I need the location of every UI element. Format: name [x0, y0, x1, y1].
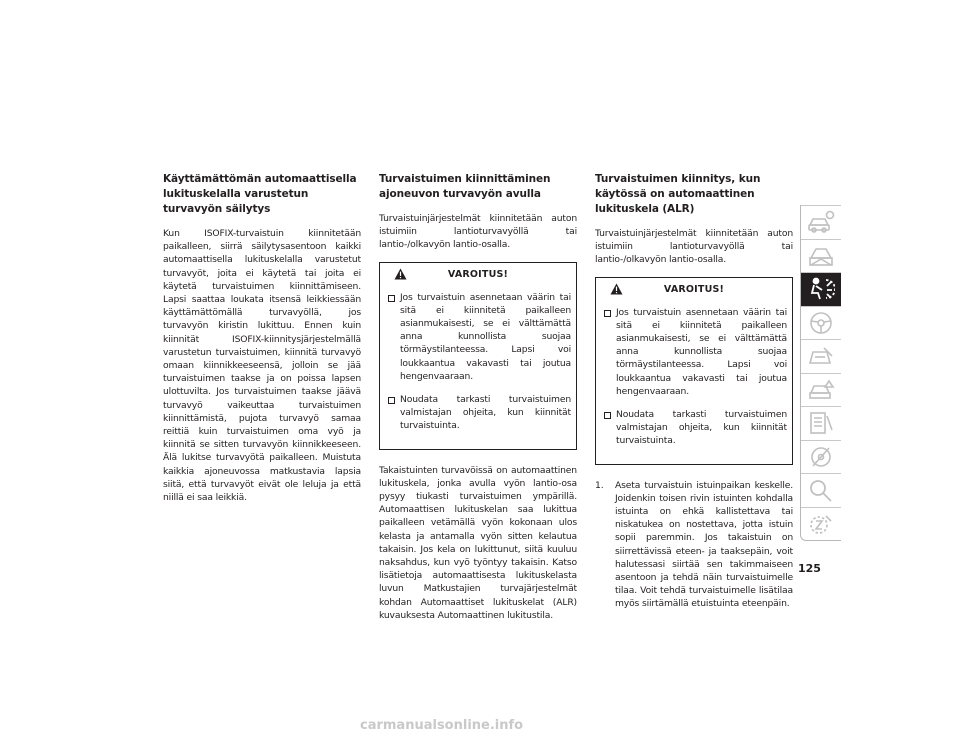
chapter-tabs: [800, 205, 841, 541]
intro-paragraph: Turvaistuinjärjestelmät kiinnitetään auton istuimiin lantioturvavyöllä tai lantio-/olkavyön lantio-osalla.: [379, 213, 577, 251]
section-heading-seatbelt-storage: Käyttämättömän automaattisella lukituskelalla varustetun turvavyön säilytys: [163, 173, 357, 215]
tab-car-info[interactable]: [801, 205, 841, 239]
footer-watermark: carmanualsonline.info: [360, 718, 524, 733]
airbag-safety-icon: [807, 276, 835, 302]
tab-driving[interactable]: [801, 306, 841, 340]
tab-service[interactable]: [801, 406, 841, 440]
tab-emergency[interactable]: [801, 373, 841, 407]
emergency-car-icon: [807, 377, 835, 403]
step-number: 1.: [595, 479, 604, 491]
tab-multimedia[interactable]: [801, 440, 841, 474]
warning-triangle-icon: [610, 283, 623, 295]
warning-box: [595, 277, 793, 465]
warning-item: Jos turvaistuin asennetaan väärin tai sitä ei kiinnitetä paikalleen asianmukaisesti, se ei välttämättä anna kunnollista suojaa törmäystilanteessa. Lapsi voi loukkaantua vakavasti tai joutua hengenvaaraan.: [380, 291, 576, 383]
warning-triangle-icon: [394, 268, 407, 280]
square-bullet-icon: [604, 412, 611, 419]
column-left: [163, 172, 361, 504]
tab-instruments[interactable]: [801, 339, 841, 373]
language-index-icon: [807, 511, 835, 537]
square-bullet-icon: [604, 310, 611, 317]
paragraph-seatbelt-storage: Kun ISOFIX-turvaistuin kiinnitetään paikalleen, siirrä säilytysasentoon kaikki automaattisella lukituskelalla varustetut turvavyöt, joita ei käytetä tai joita ei käytetä turvaistuimen kiinnittämiseen. Lapsi saattaa loukata itsensä leikkiessään käyttämättömällä turvavyöllä, jos turvavyön kiristin lukittuu. Ennen kuin kiinnität ISOFIX-kiinnitysjärjestelmällä varustetun turvaistuimen, kiinnitä turvavyö omaan kiinnikkeeseensä, jolloin se jää turvaistuimen taakse ja on poissa lapsen ulottuvilta. Jos turvaistuimen taakse jäävä turvavyö vaikeuttaa turvaistuimen kiinnittämistä, pujota turvavyö samaa reittiä kuin turvaistuimen oma vyö ja kiinnitä se sitten turvavyön kiinnikkeeseen. Älä lukitse turvavyötä paikalleen. Muistuta kaikkia ajoneuvossa matkustavia lapsia siitä, että turvavyöt eivät ole leluja ja että niillä ei saa leikkiä.: [163, 228, 361, 504]
steering-wheel-icon: [807, 310, 835, 336]
warning-header: [596, 278, 792, 302]
square-bullet-icon: [388, 295, 395, 302]
service-list-icon: [807, 410, 835, 436]
warning-item: Noudata tarkasti turvaistuimen valmistajan ohjeita, kun kiinnität turvaistuinta.: [380, 393, 576, 433]
search-magnifier-icon: [807, 477, 835, 503]
key-envelope-icon: [807, 243, 835, 269]
intro-paragraph: Turvaistuinjärjestelmät kiinnitetään auton istuimiin lantioturvavyöllä tai lantio-/olkavyön lantio-osalla.: [595, 228, 793, 266]
warning-item: Jos turvaistuin asennetaan väärin tai sitä ei kiinnitetä paikalleen asianmukaisesti, se ei välttämättä anna kunnollista suojaa törmäystilanteessa. Lapsi voi loukkaantua vakavasti tai joutua hengenvaaraan.: [596, 306, 792, 398]
column-middle: [379, 172, 577, 622]
body-paragraph-alr: Takaistuinten turvavöissä on automaattinen lukituskela, jonka avulla vyön lantio-osa pysyy tiukasti turvaistuimen ympärillä. Automaattisen lukituskelan saa lukittua paikalleen vetämällä vyön kokonaan ulos kelasta ja antamalla vyön sitten kelautua takaisin. Jos kela on lukittunut, siitä kuuluu naksahdus, kun vyö työntyy takaisin. Katso lisätietoja automaattisesta lukituskelasta luvun Matkustajien turvajärjestelmät kohdan Automaattiset lukituskelat (ALR) kuvauksesta Automaattinen lukitustila.: [379, 464, 577, 621]
numbered-step: [595, 479, 793, 611]
tab-search[interactable]: [801, 473, 841, 507]
car-info-icon: [807, 209, 835, 235]
section-heading-seatbelt-installation: Turvaistuimen kiinnittäminen ajoneuvon turvavyön avulla: [379, 173, 551, 200]
tab-index[interactable]: [801, 507, 841, 541]
multimedia-disc-icon: [807, 444, 835, 470]
tab-safety[interactable]: [801, 272, 841, 306]
warning-title: VAROITUS!: [663, 283, 725, 295]
step-text: Aseta turvaistuin istuinpaikan keskelle. Joidenkin toisen rivin istuinten kohdalla istuinta on ehkä kallistettava tai niskatukea on nostettava, jotta istuin sopii paremmin. Jos takaistuin on siirrettävissä eteen- ja taaksepäin, voit halutessasi siirtää sen takimmaiseen asentoon ja tehdä näin turvaistuimelle tilaa. Voit tehdä turvaistuimelle lisätilaa myös siirtämällä etuistuinta eteenpäin.: [615, 479, 793, 610]
tab-keys[interactable]: [801, 239, 841, 273]
warning-header: [380, 263, 576, 287]
page-number: 125: [798, 562, 821, 575]
dashboard-gauge-icon: [807, 343, 835, 369]
column-right: [595, 172, 793, 611]
warning-item: Noudata tarkasti turvaistuimen valmistajan ohjeita, kun kiinnität turvaistuinta.: [596, 408, 792, 448]
square-bullet-icon: [388, 397, 395, 404]
warning-box: [379, 262, 577, 450]
section-heading-alr-installation: Turvaistuimen kiinnitys, kun käytössä on automaattinen lukituskela (ALR): [595, 173, 761, 215]
warning-title: VAROITUS!: [447, 268, 509, 280]
